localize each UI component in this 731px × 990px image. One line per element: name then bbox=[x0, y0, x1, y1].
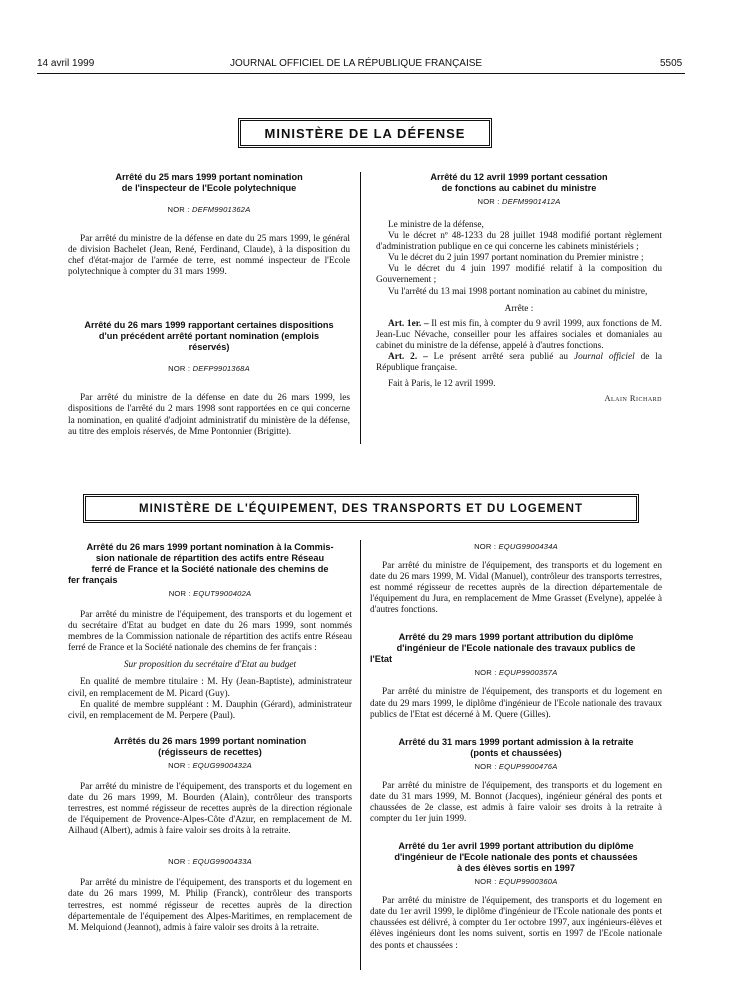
header-journal-title: JOURNAL OFFICIEL DE LA RÉPUBLIQUE FRANÇAISE bbox=[230, 58, 483, 69]
article-equipement-4 bbox=[370, 737, 662, 825]
article-paragraph: Vu l'arrêté du 13 mai 1998 portant nomination au cabinet du ministre, bbox=[388, 286, 648, 297]
article-paragraph: Par arrêté du ministre de l'équipement, des transports et du logement en date du 26 mars 1999, M. Vidal (Manuel), contrôleur des transports terrestres, est nommé régisseur de recettes auprès de la direction départementale de l'équipement du Jura, en remplacement de Mme Grasset (Evelyne), appelée à d'autres fonctions. bbox=[370, 561, 662, 616]
signature: Alain Richard bbox=[604, 394, 662, 404]
header-date: 14 avril 1999 bbox=[37, 58, 95, 69]
article-paragraph: Vu le décret nº 48-1233 du 28 juillet 1948 modifié portant règlement d'administration publique en ce qui concerne les cabinets ministériels ; bbox=[376, 231, 662, 253]
article-title-line: ferré de France et la Société nationale des chemins de bbox=[91, 564, 329, 574]
article-equipement-1 bbox=[68, 542, 352, 722]
article-paragraph: Le ministre de la défense, bbox=[388, 220, 484, 230]
defense-right-column bbox=[376, 172, 662, 403]
article-paragraph: Par arrêté du ministre de la défense en date du 26 mars 1999, les dispositions de l'arrêté du 2 mars 1998 sont rapportées en ce qui concerne la nomination, en qualité d'adjoint administratif du ministère de la défense, au titre des emplois réservés, de Mme Pontonnier (Brigitte). bbox=[68, 393, 350, 437]
article-title-line: Arrêtés du 26 mars 1999 portant nomination bbox=[113, 735, 307, 746]
nor-reference: NOR : EQUG9900432A bbox=[168, 760, 252, 770]
article-paragraph: Par arrêté du ministre de l'équipement, des transports et du logement en date du 26 mars 1999, M. Philip (Franck), contrôleur des transports terrestres, est nommé régisseur de recettes auprès de la direction départementale de l'équipement des Alpes-Maritimes, en remplacement de M. Melquiond (Jeannot), admis à faire valoir ses droits à la retraite. bbox=[68, 878, 352, 933]
header-page-number: 5505 bbox=[660, 58, 683, 69]
article-equipement-3 bbox=[370, 632, 662, 720]
ministry-title-equipement: MINISTÈRE DE L'ÉQUIPEMENT, DES TRANSPORTS ET DU LOGEMENT bbox=[85, 496, 637, 521]
article-paragraph: En qualité de membre titulaire : M. Hy (Jean-Baptiste), administrateur civil, en remplacement de M. Picard (Guy). bbox=[68, 677, 352, 699]
article-paragraph: Par arrêté du ministre de l'équipement, des transports et du logement en date du 31 mars 1999, M. Bonnot (Jacques), ingénieur général des ponts et chaussées de 2e classe, est admis à faire valoir ses droits à la retraite à compter du 1er juin 1999. bbox=[370, 780, 662, 825]
article-paragraph: Par arrêté du ministre de l'équipement, des transports et du logement en date du 26 mars 1999, M. Bourden (Alain), contrôleur des transports terrestres, est nommé régisseur de recettes auprès de la direction régionale de l'équipement de Provence-Alpes-Côte d'Azur, en remplacement de M. Ailhaud (Albert), admis à faire valoir ses droits à la retraite. bbox=[68, 781, 352, 837]
article-equipement-5 bbox=[370, 841, 662, 951]
nor-reference: NOR : EQUG9900433A bbox=[168, 857, 252, 867]
ministry-title-defense: MINISTÈRE DE LA DÉFENSE bbox=[240, 120, 490, 146]
article-title-line: Arrêté du 26 mars 1999 rapportant certaines dispositions bbox=[84, 320, 334, 331]
article-paragraph: Vu le décret du 4 juin 1997 modifié relatif à la composition du Gouvernement ; bbox=[376, 264, 662, 286]
article-title-line: de l'inspecteur de l'Ecole polytechnique bbox=[121, 183, 297, 193]
article-title-line: fer français bbox=[68, 575, 118, 585]
nor-reference: NOR : EQUP9900476A bbox=[474, 761, 558, 771]
equipement-left-column bbox=[68, 542, 352, 934]
nor-reference: NOR : EQUP9900357A bbox=[474, 668, 558, 678]
article-title-line: à des élèves sortis en 1997 bbox=[457, 863, 575, 874]
article-title-line: d'ingénieur de l'Ecole nationale des travaux publics de bbox=[396, 643, 636, 654]
subheading: Sur proposition du secrétaire d'Etat au budget bbox=[123, 660, 297, 671]
article-title-line: d'un précédent arrêté portant nomination (emplois bbox=[98, 331, 320, 342]
article-title-line: l'Etat bbox=[370, 654, 393, 665]
header-rule bbox=[37, 73, 685, 74]
article-title-line: Arrêté du 29 mars 1999 portant attribution du diplôme bbox=[398, 632, 634, 643]
article-paragraph: Par arrêté du ministre de la défense en date du 25 mars 1999, le général de division Bachelet (Jean, René, Ferdinand, Claude), à la disposition du chef d'état-major de l'armée de terre, est nommé inspecteur de l'Ecole polytechnique à compter du 31 mars 1999. bbox=[68, 234, 350, 278]
ministry-box-equipement bbox=[83, 494, 639, 523]
article-paragraph: Par arrêté du ministre de l'équipement, des transports et du logement et du secrétaire d'Etat au budget en date du 26 mars 1999, sont nommés membres de la Commission nationale de répartition des actifs entre Réseau ferré de France et la Société nationale des chemins de fer français : bbox=[68, 610, 352, 654]
nor-reference: NOR : EQUT9900402A bbox=[168, 589, 252, 598]
column-divider bbox=[360, 540, 361, 970]
ministry-box-defense bbox=[238, 118, 492, 148]
article-title-line: de fonctions au cabinet du ministre bbox=[441, 183, 597, 193]
article-title-line: Arrêté du 1er avril 1999 portant attribution du diplôme bbox=[398, 841, 634, 852]
article-defense-1 bbox=[68, 172, 350, 278]
nor-reference: NOR : EQUP9900360A bbox=[474, 877, 558, 887]
article-title-line: d'ingénieur de l'Ecole nationale des ponts et chaussées bbox=[394, 852, 638, 863]
nor-reference: NOR : DEFP9901368A bbox=[168, 364, 250, 374]
article-title-line: Arrêté du 31 mars 1999 portant admission à la retraite bbox=[398, 736, 634, 747]
nor-reference: NOR : EQUG9900434A bbox=[474, 542, 558, 551]
article-title-line: (ponts et chaussées) bbox=[470, 747, 562, 758]
article-title-line: (régisseurs de recettes) bbox=[158, 746, 262, 757]
article-title-line: Arrêté du 26 mars 1999 portant nomination à la Commis- bbox=[86, 542, 334, 552]
nor-reference: NOR : DEFM9901412A bbox=[477, 197, 561, 206]
article-paragraph: Par arrêté du ministre de l'équipement, des transports et du logement en date du 29 mars 1999, le diplôme d'ingénieur de l'Ecole nationale des travaux publics de l'Etat est décerné à M. Quere (Gilles). bbox=[370, 687, 662, 720]
column-divider bbox=[360, 172, 361, 444]
article-defense-2 bbox=[68, 320, 350, 437]
article-title-line: Arrêté du 25 mars 1999 portant nomination bbox=[115, 172, 303, 182]
article-paragraph: Art. 1er. – Il est mis fin, à compter du 9 avril 1999, aux fonctions de M. Jean-Luc Névache, conseiller pour les affaires sociales et domaniales au cabinet du ministre de la défense, appelé à d'autres fonctions. bbox=[376, 318, 662, 351]
defense-left-column bbox=[68, 172, 350, 438]
article-title-line: Arrêté du 12 avril 1999 portant cessation bbox=[430, 172, 608, 182]
article-title-line: sion nationale de répartition des actifs entre Réseau bbox=[95, 553, 325, 563]
article-paragraph: En qualité de membre suppléant : M. Dauphin (Gérard), administrateur civil, en remplacement de M. Perpere (Paul). bbox=[68, 699, 352, 721]
article-paragraph: Art. 2. – Le présent arrêté sera publié au Journal officiel de la République française. bbox=[376, 352, 663, 374]
article-equipement-2 bbox=[68, 736, 352, 934]
article-title-line: réservés) bbox=[188, 342, 230, 353]
article-paragraph: Par arrêté du ministre de l'équipement, des transports et du logement en date du 1er avril 1999, le diplôme d'ingénieur de l'Ecole nationale des ponts et chaussées est délivré, à compter du 1er octobre 1997, aux ingénieurs-élèves et élèves ingénieurs dont les noms suivent, sortis en 1997 de l'Ecole nationale des ponts et chaussées : bbox=[370, 896, 662, 951]
equipement-right-column bbox=[370, 542, 662, 952]
nor-reference: NOR : DEFM9901362A bbox=[167, 205, 251, 214]
arrete-label: Arrête : bbox=[504, 303, 534, 314]
article-paragraph: Vu le décret du 2 juin 1997 portant nomination du Premier ministre ; bbox=[388, 253, 644, 264]
article-paragraph: Fait à Paris, le 12 avril 1999. bbox=[388, 379, 496, 390]
